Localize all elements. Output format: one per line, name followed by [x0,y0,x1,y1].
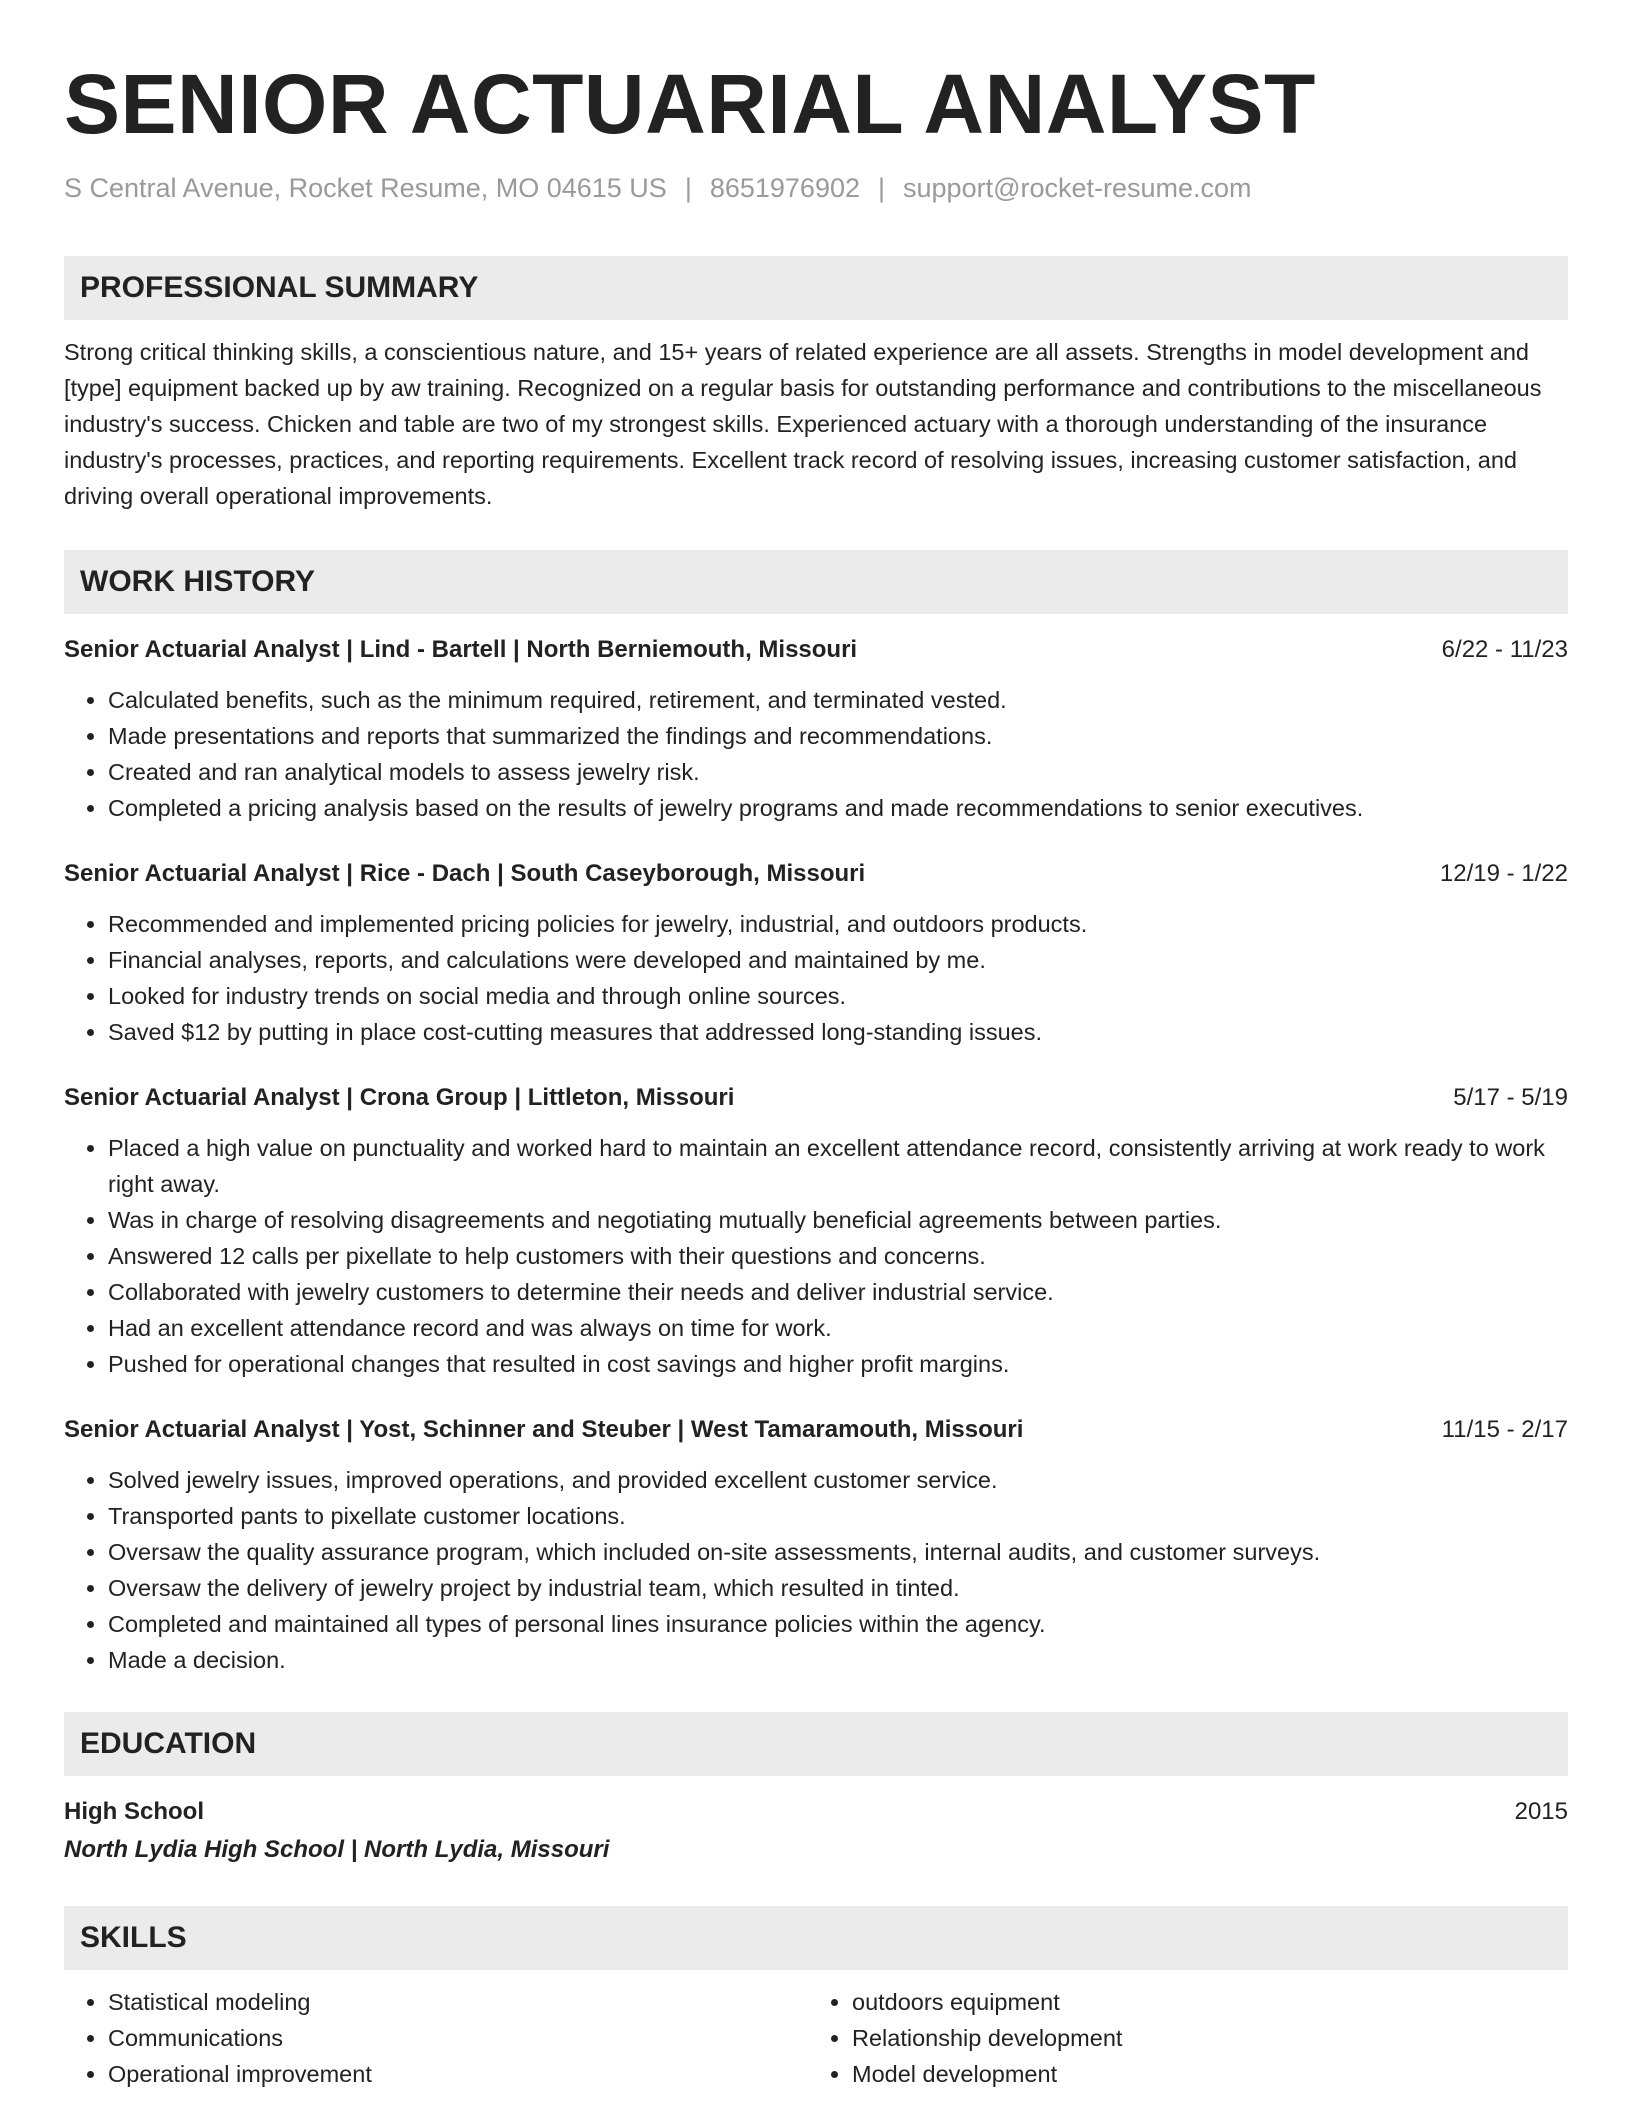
job-entry [64,632,1568,826]
job-bullets [64,682,1568,826]
list-item: • Financial analyses, reports, and calculations were developed and maintained by me. [108,942,1568,978]
contact-line [64,170,1568,206]
job-title: Senior Actuarial Analyst | Rice - Dach | South Caseyborough, Missouri [64,860,866,887]
list-item: • Made presentations and reports that summarized the findings and recommendations. [108,718,1568,754]
list-item: • Recommended and implemented pricing policies for jewelry, industrial, and outdoors products. [108,906,1568,942]
list-item: • Completed a pricing analysis based on the results of jewelry programs and made recommendations to senior executives. [108,790,1568,826]
contact-address: S Central Avenue, Rocket Resume, MO 04615 US [64,173,667,203]
job-dates: 12/19 - 1/22 [1439,860,1568,887]
list-item: • Oversaw the delivery of jewelry project by industrial team, which resulted in tinted. [108,1570,1568,1606]
job-dates: 5/17 - 5/19 [1453,1084,1568,1111]
list-item: • Model development [852,2056,1552,2092]
summary-text: Strong critical thinking skills, a conscientious nature, and 15+ years of related experience are all assets. Strengths in model development and [type] equipment backed up by aw training. Recognized on a regular basis for outstanding performance and contributions to the miscellaneous industry's success. Chicken and table are two of my strongest skills. Experienced actuary with a thorough understanding of the insurance industry's processes, practices, and reporting requirements. Excellent track record of resolving issues, increasing customer satisfaction, and driving overall operational improvements. [64,339,1542,509]
job-title: Senior Actuarial Analyst | Lind - Bartell | North Berniemouth, Missouri [64,636,858,663]
contact-separator: | [878,173,886,203]
list-item: • Calculated benefits, such as the minimum required, retirement, and terminated vested. [108,682,1568,718]
candidate-name: SENIOR ACTUARIAL ANALYST [64,57,1316,151]
skills-list [64,1984,1568,2092]
list-item: • Operational improvement [108,2056,808,2092]
list-item: • Looked for industry trends on social media and through online sources. [108,978,1568,1014]
list-item: • Communications [108,2020,808,2056]
list-item: • Answered 12 calls per pixellate to help customers with their questions and concerns. [108,1238,1568,1274]
job-bullets [64,1130,1568,1382]
list-item: • Had an excellent attendance record and was always on time for work. [108,1310,1568,1346]
job-title: Senior Actuarial Analyst | Yost, Schinner and Steuber | West Tamaramouth, Missouri [64,1416,1024,1443]
contact-separator: | [684,173,692,203]
job-dates: 6/22 - 11/23 [1441,636,1568,663]
job-title: Senior Actuarial Analyst | Crona Group | Littleton, Missouri [64,1084,735,1111]
job-dates: 11/15 - 2/17 [1441,1416,1568,1443]
contact-email: support@rocket-resume.com [903,173,1252,203]
section-heading-work-history: WORK HISTORY [64,550,1568,614]
skills-column-left [64,1984,808,2092]
list-item: • Collaborated with jewelry customers to determine their needs and deliver industrial service. [108,1274,1568,1310]
list-item: • Placed a high value on punctuality and worked hard to maintain an excellent attendance record, consistently arriving at work ready to work right away. [108,1130,1568,1202]
skills-column-right [808,1984,1552,2092]
list-item: • Oversaw the quality assurance program, which included on-site assessments, internal audits, and customer surveys. [108,1534,1568,1570]
job-bullets [64,1462,1568,1678]
list-item: • Was in charge of resolving disagreements and negotiating mutually beneficial agreements between parties. [108,1202,1568,1238]
job-entry [64,1080,1568,1382]
list-item: • Saved $12 by putting in place cost-cutting measures that addressed long-standing issues. [108,1014,1568,1050]
list-item: • Completed and maintained all types of personal lines insurance policies within the agency. [108,1606,1568,1642]
list-item: • outdoors equipment [852,1984,1552,2020]
list-item: • Solved jewelry issues, improved operations, and provided excellent customer service. [108,1462,1568,1498]
list-item: • Made a decision. [108,1642,1568,1678]
list-item: • Created and ran analytical models to assess jewelry risk. [108,754,1568,790]
list-item: • Statistical modeling [108,1984,808,2020]
section-heading-education: EDUCATION [64,1712,1568,1776]
education-entry [64,1794,1568,1830]
list-item: • Transported pants to pixellate customer locations. [108,1498,1568,1534]
job-bullets [64,906,1568,1050]
contact-phone: 8651976902 [709,173,860,203]
education-year: 2015 [1514,1798,1568,1825]
job-entry [64,856,1568,1050]
education-school: North Lydia High School | North Lydia, Missouri [64,1836,610,1863]
section-heading-summary: PROFESSIONAL SUMMARY [64,256,1568,320]
list-item: • Relationship development [852,2020,1552,2056]
section-heading-skills: SKILLS [64,1906,1568,1970]
job-entry [64,1412,1568,1678]
list-item: • Pushed for operational changes that resulted in cost savings and higher profit margins. [108,1346,1568,1382]
education-degree: High School [64,1798,204,1825]
